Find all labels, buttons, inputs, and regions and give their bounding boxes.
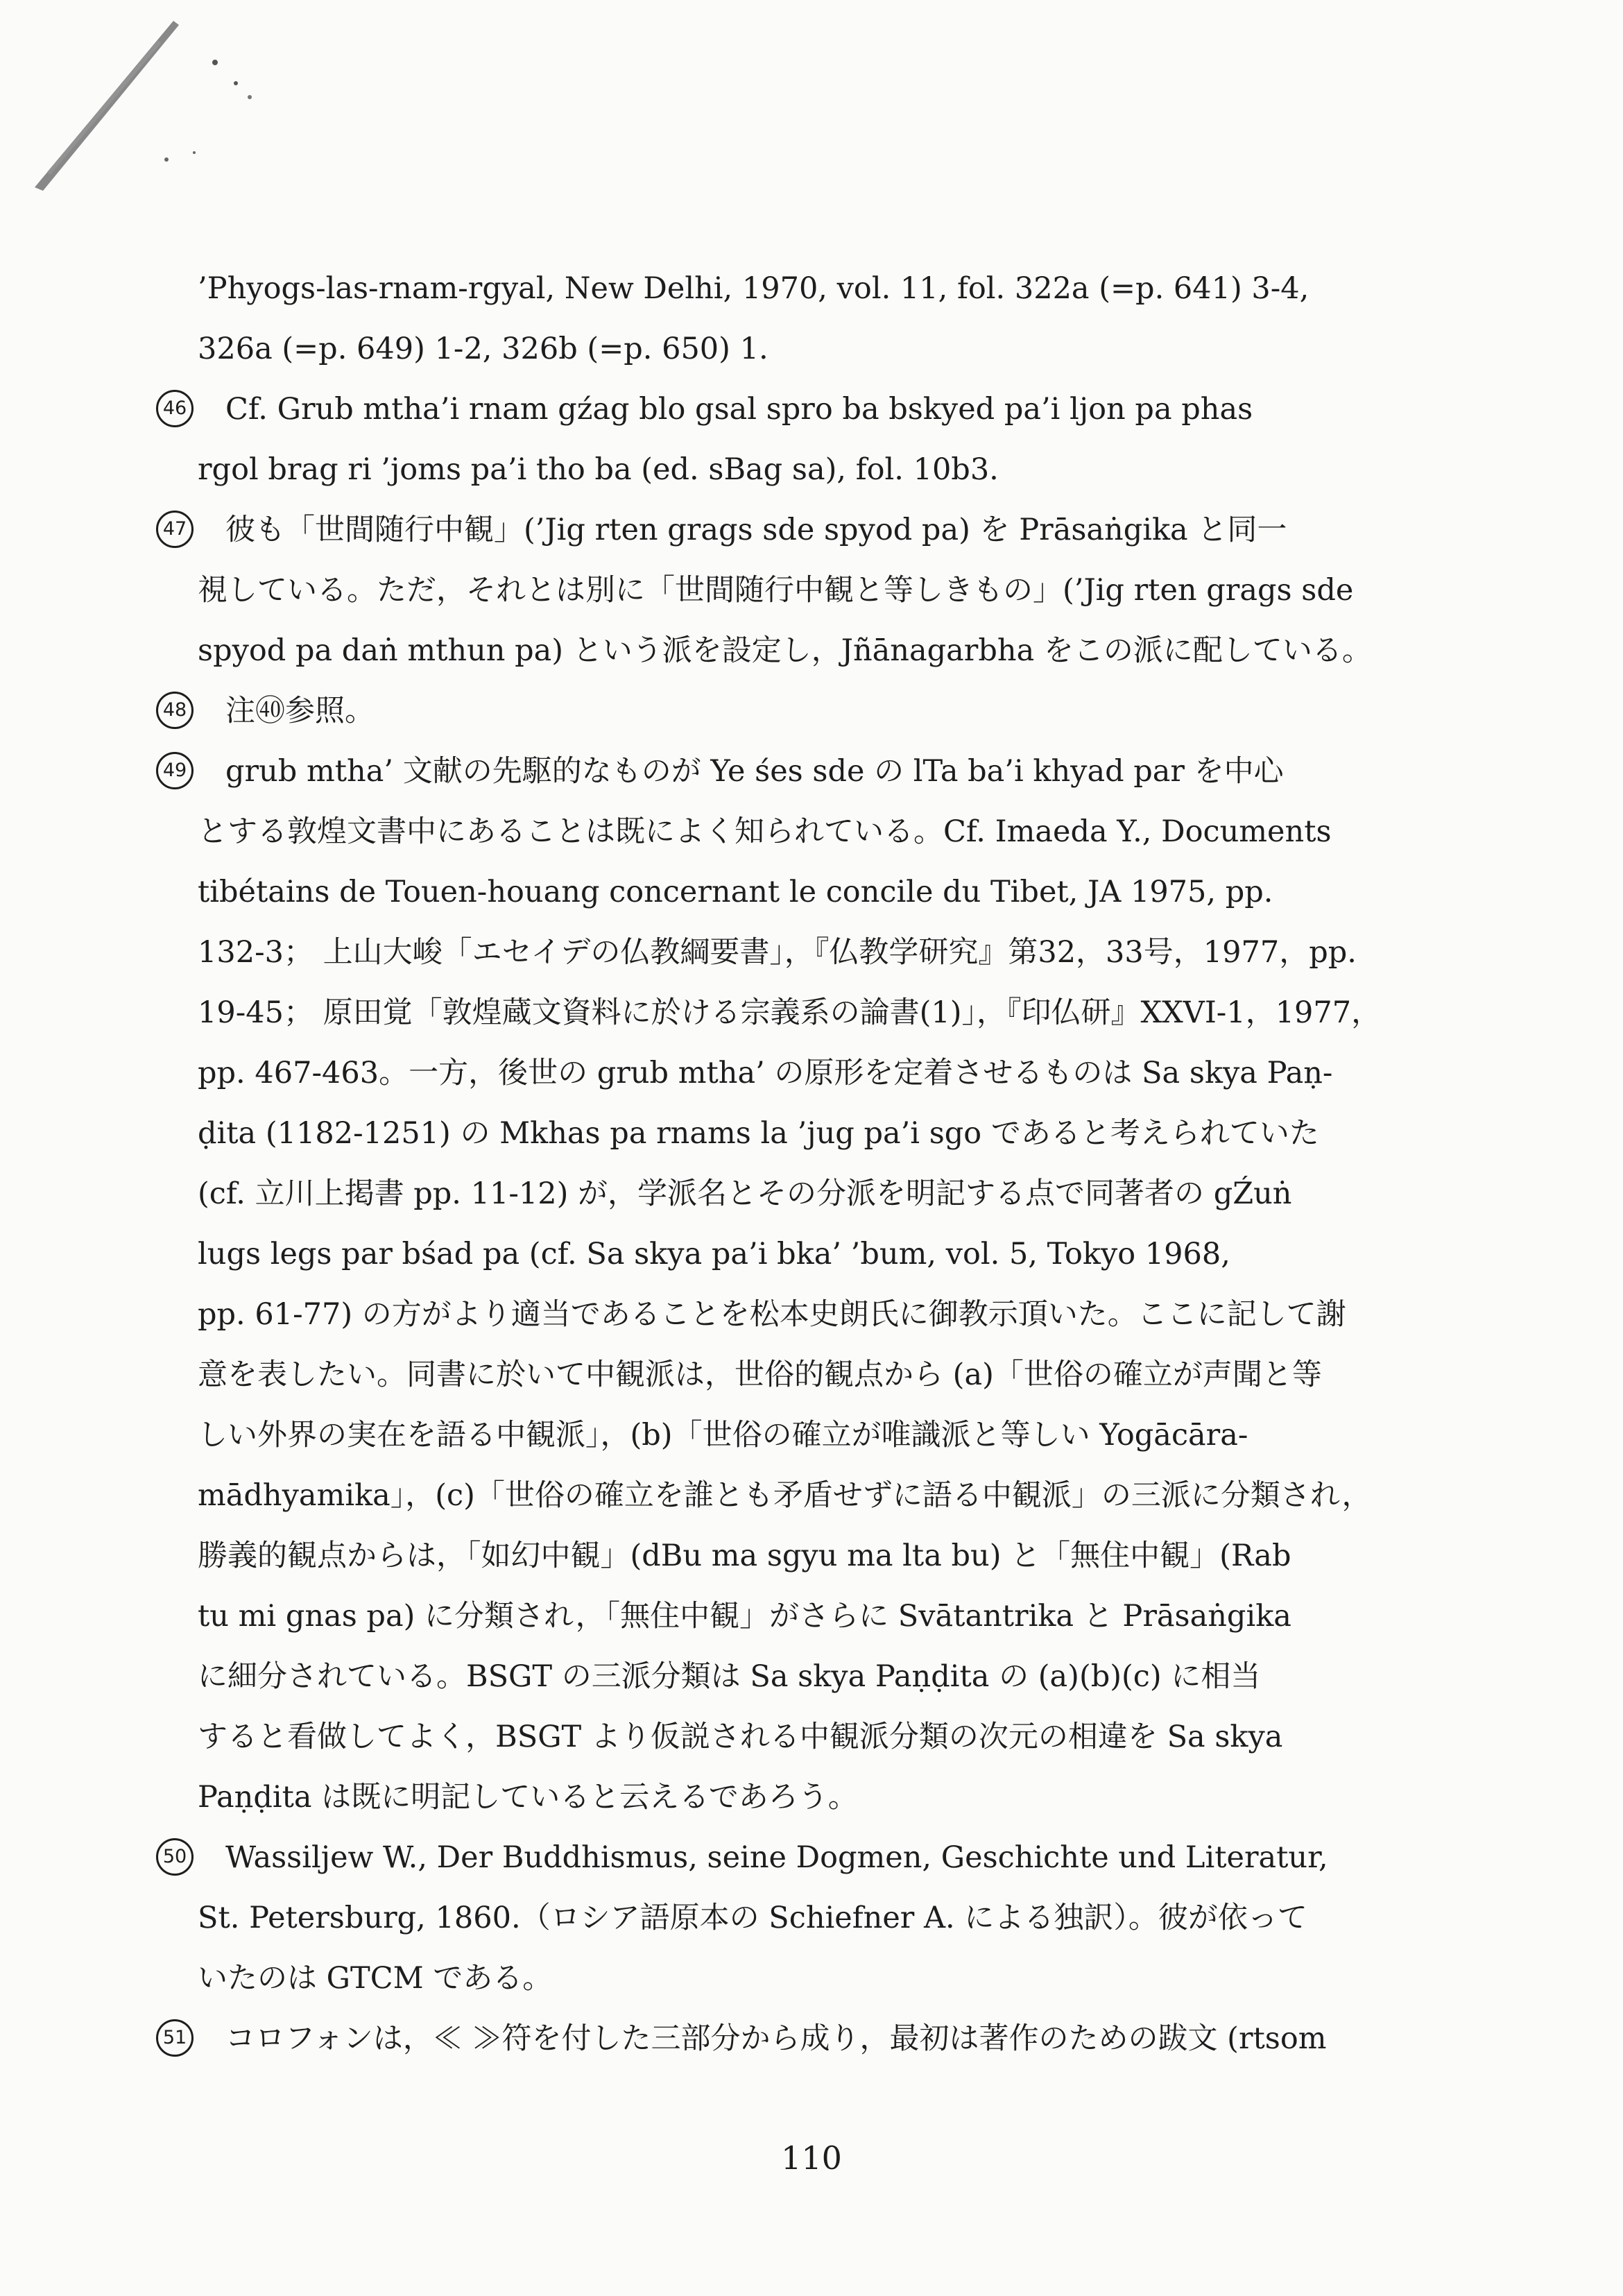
note-line: 意を表したい。同書に於いて中観派は，世俗的観点から (a)「世俗の確立が声聞と等 <box>198 1357 1322 1392</box>
note-line: 注㊵参照。 <box>225 694 375 728</box>
note-line: に細分されている。BSGT の三派分類は Sa skya Paṇḍita の (a)(b)(c) に相当 <box>198 1659 1261 1694</box>
note-line: mādhyamika」，(c)「世俗の確立を誰とも矛盾せずに語る中観派」の三派に分類され， <box>198 1478 1372 1513</box>
scan-artifact <box>28 14 277 194</box>
note-line: 132-3； 上山大峻「エセイデの仏教綱要書」，『仏教学研究』第32，33号，1977，pp. <box>198 935 1357 970</box>
note-line: pp. 467-463。一方，後世の grub mtha’ の原形を定着させるものは Sa skya Paṇ- <box>198 1056 1333 1090</box>
note-line: tibétains de Touen-houang concernant le concile du Tibet, JA 1975, pp. <box>198 875 1273 909</box>
note-line: rgol brag ri ’joms pa’i tho ba (ed. sBag sa), fol. 10b3. <box>198 452 999 487</box>
note-line: 勝義的観点からは，「如幻中観」(dBu ma sgyu ma lta bu) と「無住中観」(Rab <box>198 1539 1291 1573</box>
note-line: 視している。ただ，それとは別に「世間随行中観と等しきもの」(’Jig rten grags sde <box>198 573 1354 608</box>
note-line: ’Phyogs-las-rnam-rgyal, New Delhi, 1970, vol. 11, fol. 322a (=p. 641) 3-4, <box>198 271 1309 306</box>
note-line: 326a (=p. 649) 1-2, 326b (=p. 650) 1. <box>198 332 768 366</box>
note-line: しい外界の実在を語る中観派」，(b)「世俗の確立が唯識派と等しい Yogācāra- <box>198 1418 1248 1453</box>
note-number: 46 <box>156 390 194 427</box>
note-line: Paṇḍita は既に明記していると云えるであろう。 <box>198 1780 858 1815</box>
note-number: 50 <box>156 1838 194 1876</box>
note-number: 49 <box>156 752 194 789</box>
note-line: lugs legs par bśad pa (cf. Sa skya pa’i bka’ ’bum, vol. 5, Tokyo 1968, <box>198 1237 1230 1271</box>
note-line: (cf. 立川上掲書 pp. 11-12) が，学派名とその分派を明記する点で同著者の gŹuṅ <box>198 1176 1292 1211</box>
note-line: ḍita (1182-1251) の Mkhas pa rnams la ’jug pa’i sgo であると考えられていた <box>198 1116 1319 1151</box>
note-line: grub mtha’ 文献の先駆的なものが Ye śes sde の lTa ba’i khyad par を中心 <box>225 754 1284 789</box>
note-line: いたのは GTCM である。 <box>198 1961 553 1996</box>
note-line: St. Petersburg, 1860.（ロシア語原本の Schiefner A. による独訳）。彼が依って <box>198 1901 1307 1935</box>
note-number: 51 <box>156 2019 194 2057</box>
note-line: pp. 61-77) の方がより適当であることを松本史朗氏に御教示頂いた。ここに記して謝 <box>198 1297 1346 1332</box>
note-line: Wassiljew W., Der Buddhismus, seine Dogmen, Geschichte und Literatur, <box>225 1840 1328 1875</box>
note-line: spyod pa daṅ mthun pa) という派を設定し，Jñānagarbha をこの派に配している。 <box>198 633 1372 668</box>
note-line: Cf. Grub mtha’i rnam gźag blo gsal spro ba bskyed pa’i ljon pa phas <box>225 392 1253 427</box>
note-number: 48 <box>156 692 194 729</box>
note-line: 彼も「世間随行中観」(’Jig rten grags sde spyod pa) を Prāsaṅgika と同一 <box>225 513 1287 547</box>
note-line: 19-45； 原田覚「敦煌蔵文資料に於ける宗義系の論書(1)」，『印仏研』XXVI-1，1977， <box>198 995 1382 1030</box>
note-number: 47 <box>156 511 194 548</box>
note-line: コロフォンは，≪ ≫符を付した三部分から成り，最初は著作のための跋文 (rtsom <box>225 2021 1327 2056</box>
note-line: tu mi gnas pa) に分類され，「無住中観」がさらに Svātantrika と Prāsaṅgika <box>198 1599 1291 1634</box>
note-line: すると看做してよく，BSGT より仮説される中観派分類の次元の相違を Sa skya <box>198 1720 1283 1754</box>
page-number: 110 <box>781 2139 842 2177</box>
note-line: とする敦煌文書中にあることは既によく知られている。Cf. Imaeda Y., Documents <box>198 814 1332 849</box>
